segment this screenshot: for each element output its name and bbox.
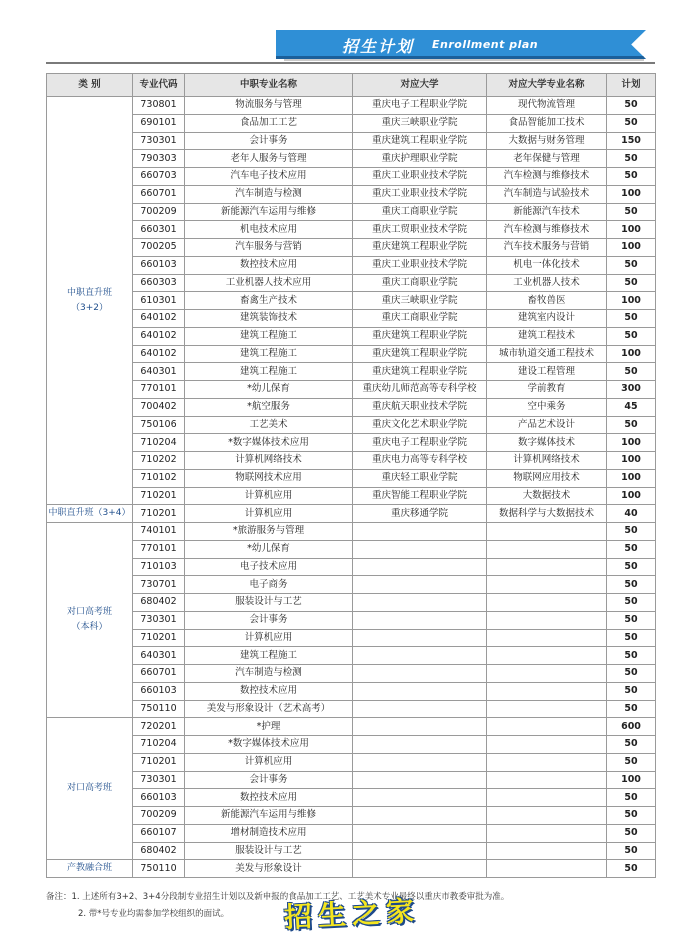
code-cell: 660103 [133, 789, 185, 807]
code-cell: 660107 [133, 824, 185, 842]
university-major-cell: 新能源汽车技术 [487, 203, 607, 221]
university-major-cell [487, 771, 607, 789]
table-row [47, 345, 656, 363]
code-cell: 730701 [133, 576, 185, 594]
major-cell: *航空服务 [185, 398, 353, 416]
table-row [47, 292, 656, 310]
major-cell: 物流服务与管理 [185, 97, 353, 115]
university-major-cell: 空中乘务 [487, 398, 607, 416]
major-cell: 计算机应用 [185, 629, 353, 647]
university-cell: 重庆电子工程职业学院 [353, 97, 487, 115]
table-row [47, 487, 656, 505]
university-major-cell [487, 523, 607, 541]
category-label: 对口高考班 [66, 607, 112, 618]
plan-cell: 50 [607, 310, 656, 328]
plan-cell: 50 [607, 860, 656, 878]
plan-cell: 50 [607, 523, 656, 541]
plan-cell: 50 [607, 700, 656, 718]
university-cell: 重庆工业职业技术学院 [353, 168, 487, 186]
plan-cell: 40 [607, 505, 656, 523]
plan-cell: 50 [607, 256, 656, 274]
university-major-cell [487, 682, 607, 700]
table-row [47, 469, 656, 487]
university-major-cell [487, 736, 607, 754]
university-cell: 重庆三峡职业学院 [353, 114, 487, 132]
plan-cell: 50 [607, 416, 656, 434]
plan-cell: 50 [607, 629, 656, 647]
university-major-cell: 产品艺术设计 [487, 416, 607, 434]
university-major-cell [487, 576, 607, 594]
code-cell: 710201 [133, 487, 185, 505]
category-label: 产教融合班 [66, 863, 112, 874]
university-major-cell: 机电一体化技术 [487, 256, 607, 274]
major-cell: 计算机网络技术 [185, 452, 353, 470]
category-label: （本科） [71, 622, 108, 633]
table-row [47, 363, 656, 381]
category-cell [47, 860, 133, 878]
category-cell [47, 97, 133, 505]
plan-cell: 50 [607, 203, 656, 221]
university-cell: 重庆工商职业学院 [353, 310, 487, 328]
university-major-cell [487, 700, 607, 718]
university-cell [353, 789, 487, 807]
code-cell: 750106 [133, 416, 185, 434]
university-cell [353, 576, 487, 594]
table-row [47, 753, 656, 771]
category-label: （3+2） [71, 302, 108, 313]
code-cell: 660103 [133, 256, 185, 274]
university-major-cell [487, 789, 607, 807]
major-cell: *数字媒体技术应用 [185, 736, 353, 754]
plan-cell: 50 [607, 736, 656, 754]
code-cell: 640301 [133, 363, 185, 381]
major-cell: *旅游服务与管理 [185, 523, 353, 541]
code-cell: 710201 [133, 753, 185, 771]
university-cell: 重庆轻工职业学院 [353, 469, 487, 487]
table-row [47, 523, 656, 541]
university-cell: 重庆智能工程职业学院 [353, 487, 487, 505]
university-cell: 重庆工贸职业技术学院 [353, 221, 487, 239]
university-cell [353, 611, 487, 629]
major-cell: 数控技术应用 [185, 682, 353, 700]
code-cell: 640301 [133, 647, 185, 665]
university-cell: 重庆幼儿师范高等专科学校 [353, 381, 487, 399]
plan-cell: 50 [607, 274, 656, 292]
code-cell: 750110 [133, 700, 185, 718]
code-cell: 720201 [133, 718, 185, 736]
university-cell [353, 629, 487, 647]
table-row [47, 611, 656, 629]
plan-cell: 300 [607, 381, 656, 399]
category-label: 中职直升班 [66, 287, 112, 298]
major-cell: 服装设计与工艺 [185, 594, 353, 612]
plan-cell: 50 [607, 168, 656, 186]
table-row [47, 824, 656, 842]
major-cell: 新能源汽车运用与维修 [185, 203, 353, 221]
table-row [47, 736, 656, 754]
table-row [47, 310, 656, 328]
university-cell [353, 753, 487, 771]
table-row [47, 540, 656, 558]
university-major-cell: 数据科学与大数据技术 [487, 505, 607, 523]
university-major-cell: 汽车制造与试验技术 [487, 185, 607, 203]
table-header-row [47, 74, 656, 97]
major-cell: 增材制造技术应用 [185, 824, 353, 842]
plan-cell: 100 [607, 221, 656, 239]
university-cell: 重庆文化艺术职业学院 [353, 416, 487, 434]
table-row [47, 807, 656, 825]
major-cell: 电子商务 [185, 576, 353, 594]
table-row [47, 700, 656, 718]
major-cell: 会计事务 [185, 611, 353, 629]
table-row [47, 150, 656, 168]
code-cell: 700209 [133, 807, 185, 825]
table-row [47, 221, 656, 239]
code-cell: 640102 [133, 345, 185, 363]
university-major-cell [487, 647, 607, 665]
university-major-cell: 大数据与财务管理 [487, 132, 607, 150]
university-major-cell: 城市轨道交通工程技术 [487, 345, 607, 363]
major-cell: 计算机应用 [185, 505, 353, 523]
code-cell: 660301 [133, 221, 185, 239]
enrollment-table [46, 73, 656, 878]
major-cell: 会计事务 [185, 132, 353, 150]
plan-cell: 100 [607, 469, 656, 487]
plan-cell: 50 [607, 363, 656, 381]
major-cell: 汽车电子技术应用 [185, 168, 353, 186]
plan-cell: 100 [607, 292, 656, 310]
major-cell: 电子技术应用 [185, 558, 353, 576]
table-row [47, 132, 656, 150]
university-major-cell: 建设工程管理 [487, 363, 607, 381]
table-row [47, 416, 656, 434]
code-cell: 750110 [133, 860, 185, 878]
table-row [47, 771, 656, 789]
plan-cell: 600 [607, 718, 656, 736]
university-major-cell [487, 842, 607, 860]
university-major-cell [487, 611, 607, 629]
code-cell: 660701 [133, 185, 185, 203]
page-subtitle: Enrollment plan [432, 38, 539, 51]
table-row [47, 789, 656, 807]
plan-cell: 50 [607, 540, 656, 558]
column-header-major: 中职专业名称 [185, 74, 353, 97]
university-major-cell [487, 807, 607, 825]
note-line-2: 2. 带*号专业均需参加学校组织的面试。 [78, 909, 230, 919]
major-cell: 新能源汽车运用与维修 [185, 807, 353, 825]
university-major-cell: 汽车技术服务与营销 [487, 239, 607, 257]
plan-cell: 50 [607, 807, 656, 825]
table-row [47, 97, 656, 115]
category-label: 中职直升班（3+4） [48, 508, 131, 519]
major-cell: 数控技术应用 [185, 789, 353, 807]
code-cell: 710102 [133, 469, 185, 487]
code-cell: 660103 [133, 682, 185, 700]
university-cell [353, 700, 487, 718]
university-major-cell: 现代物流管理 [487, 97, 607, 115]
table-row [47, 114, 656, 132]
code-cell: 680402 [133, 594, 185, 612]
university-cell [353, 718, 487, 736]
code-cell: 610301 [133, 292, 185, 310]
plan-cell: 50 [607, 789, 656, 807]
code-cell: 700402 [133, 398, 185, 416]
university-major-cell: 畜牧兽医 [487, 292, 607, 310]
plan-cell: 100 [607, 185, 656, 203]
code-cell: 710103 [133, 558, 185, 576]
code-cell: 700205 [133, 239, 185, 257]
table-row [47, 274, 656, 292]
code-cell: 710201 [133, 505, 185, 523]
category-cell [47, 718, 133, 860]
code-cell: 660303 [133, 274, 185, 292]
university-major-cell: 食品智能加工技术 [487, 114, 607, 132]
major-cell: 工艺美术 [185, 416, 353, 434]
table-row [47, 239, 656, 257]
university-cell: 重庆航天职业技术学院 [353, 398, 487, 416]
plan-cell: 50 [607, 682, 656, 700]
major-cell: *幼儿保育 [185, 381, 353, 399]
major-cell: 会计事务 [185, 771, 353, 789]
watermark-logo: 招生之家 [283, 894, 421, 935]
code-cell: 660701 [133, 665, 185, 683]
table-row [47, 558, 656, 576]
university-cell [353, 647, 487, 665]
code-cell: 660703 [133, 168, 185, 186]
university-cell [353, 824, 487, 842]
plan-cell: 45 [607, 398, 656, 416]
major-cell: 汽车制造与检测 [185, 185, 353, 203]
major-cell: 建筑工程施工 [185, 363, 353, 381]
table-row [47, 203, 656, 221]
code-cell: 640102 [133, 310, 185, 328]
code-cell: 710204 [133, 736, 185, 754]
major-cell: 机电技术应用 [185, 221, 353, 239]
university-cell: 重庆工商职业学院 [353, 203, 487, 221]
university-cell: 重庆电力高等专科学校 [353, 452, 487, 470]
plan-cell: 50 [607, 150, 656, 168]
plan-cell: 50 [607, 97, 656, 115]
university-major-cell: 学前教育 [487, 381, 607, 399]
plan-cell: 100 [607, 771, 656, 789]
university-major-cell: 工业机器人技术 [487, 274, 607, 292]
university-cell: 重庆建筑工程职业学院 [353, 327, 487, 345]
code-cell: 640102 [133, 327, 185, 345]
university-cell [353, 665, 487, 683]
code-cell: 730301 [133, 771, 185, 789]
table-row [47, 434, 656, 452]
university-major-cell: 数字媒体技术 [487, 434, 607, 452]
university-cell: 重庆护理职业学院 [353, 150, 487, 168]
plan-cell: 100 [607, 345, 656, 363]
plan-cell: 50 [607, 114, 656, 132]
university-cell [353, 682, 487, 700]
table-row [47, 505, 656, 523]
university-major-cell [487, 860, 607, 878]
major-cell: 美发与形象设计 [185, 860, 353, 878]
university-cell [353, 540, 487, 558]
code-cell: 700209 [133, 203, 185, 221]
university-cell: 重庆建筑工程职业学院 [353, 239, 487, 257]
plan-cell: 100 [607, 434, 656, 452]
major-cell: 食品加工工艺 [185, 114, 353, 132]
table-row [47, 381, 656, 399]
university-major-cell: 汽车检测与维修技术 [487, 221, 607, 239]
university-major-cell [487, 718, 607, 736]
university-cell [353, 523, 487, 541]
category-label: 对口高考班 [66, 783, 112, 794]
code-cell: 790303 [133, 150, 185, 168]
university-cell: 重庆工业职业技术学院 [353, 185, 487, 203]
university-cell: 重庆建筑工程职业学院 [353, 345, 487, 363]
plan-cell: 50 [607, 824, 656, 842]
category-cell [47, 523, 133, 718]
table-row [47, 647, 656, 665]
table-row [47, 718, 656, 736]
table-row [47, 168, 656, 186]
major-cell: *幼儿保育 [185, 540, 353, 558]
university-cell: 重庆工商职业学院 [353, 274, 487, 292]
code-cell: 680402 [133, 842, 185, 860]
university-major-cell: 大数据技术 [487, 487, 607, 505]
code-cell: 730801 [133, 97, 185, 115]
major-cell: 老年人服务与管理 [185, 150, 353, 168]
column-header-university-major: 对应大学专业名称 [487, 74, 607, 97]
plan-cell: 50 [607, 753, 656, 771]
code-cell: 770101 [133, 540, 185, 558]
major-cell: *护理 [185, 718, 353, 736]
university-cell [353, 771, 487, 789]
university-cell: 重庆工业职业技术学院 [353, 256, 487, 274]
page-title: 招生计划 [342, 37, 415, 56]
table-row [47, 629, 656, 647]
university-cell [353, 842, 487, 860]
major-cell: 汽车制造与检测 [185, 665, 353, 683]
column-header-university: 对应大学 [353, 74, 487, 97]
table-row [47, 576, 656, 594]
table-row [47, 185, 656, 203]
code-cell: 730301 [133, 611, 185, 629]
table-row [47, 256, 656, 274]
major-cell: 计算机应用 [185, 753, 353, 771]
column-header-category: 类 别 [47, 74, 133, 97]
major-cell: 建筑工程施工 [185, 327, 353, 345]
university-major-cell: 物联网应用技术 [487, 469, 607, 487]
table-row [47, 594, 656, 612]
code-cell: 740101 [133, 523, 185, 541]
table-row [47, 398, 656, 416]
plan-cell: 50 [607, 611, 656, 629]
table-row [47, 842, 656, 860]
university-major-cell: 老年保健与管理 [487, 150, 607, 168]
code-cell: 710204 [133, 434, 185, 452]
plan-cell: 50 [607, 576, 656, 594]
major-cell: 服装设计与工艺 [185, 842, 353, 860]
code-cell: 730301 [133, 132, 185, 150]
header-banner [0, 0, 700, 66]
major-cell: 美发与形象设计（艺术高考） [185, 700, 353, 718]
university-major-cell: 计算机网络技术 [487, 452, 607, 470]
plan-cell: 100 [607, 487, 656, 505]
university-cell [353, 860, 487, 878]
plan-cell: 50 [607, 558, 656, 576]
table-row [47, 327, 656, 345]
plan-cell: 50 [607, 665, 656, 683]
code-cell: 710201 [133, 629, 185, 647]
plan-cell: 100 [607, 452, 656, 470]
university-major-cell [487, 594, 607, 612]
plan-cell: 50 [607, 594, 656, 612]
university-major-cell: 汽车检测与维修技术 [487, 168, 607, 186]
major-cell: 建筑工程施工 [185, 647, 353, 665]
column-header-code: 专业代码 [133, 74, 185, 97]
table-row [47, 452, 656, 470]
university-cell: 重庆移通学院 [353, 505, 487, 523]
university-major-cell [487, 629, 607, 647]
major-cell: 畜禽生产技术 [185, 292, 353, 310]
major-cell: 数控技术应用 [185, 256, 353, 274]
plan-cell: 50 [607, 842, 656, 860]
code-cell: 710202 [133, 452, 185, 470]
university-major-cell: 建筑室内设计 [487, 310, 607, 328]
university-cell [353, 558, 487, 576]
university-major-cell [487, 540, 607, 558]
plan-cell: 50 [607, 327, 656, 345]
university-cell [353, 594, 487, 612]
major-cell: 汽车服务与营销 [185, 239, 353, 257]
major-cell: 物联网技术应用 [185, 469, 353, 487]
university-cell: 重庆建筑工程职业学院 [353, 363, 487, 381]
major-cell: 建筑工程施工 [185, 345, 353, 363]
category-cell [47, 505, 133, 523]
university-cell: 重庆电子工程职业学院 [353, 434, 487, 452]
code-cell: 690101 [133, 114, 185, 132]
major-cell: 计算机应用 [185, 487, 353, 505]
university-cell: 重庆建筑工程职业学院 [353, 132, 487, 150]
university-major-cell [487, 558, 607, 576]
code-cell: 770101 [133, 381, 185, 399]
university-cell: 重庆三峡职业学院 [353, 292, 487, 310]
table-row [47, 860, 656, 878]
note-line-1: 备注：1. 上述所有3+2、3+4分段制专业招生计划以及新申报的食品加工工艺、工艺美术专业最终以重庆市教委审批为准。 [46, 892, 510, 902]
university-cell [353, 736, 487, 754]
plan-cell: 150 [607, 132, 656, 150]
major-cell: *数字媒体技术应用 [185, 434, 353, 452]
major-cell: 工业机器人技术应用 [185, 274, 353, 292]
column-header-plan: 计划 [607, 74, 656, 97]
plan-cell: 100 [607, 239, 656, 257]
table-row [47, 682, 656, 700]
university-major-cell [487, 665, 607, 683]
university-major-cell [487, 753, 607, 771]
university-major-cell: 建筑工程技术 [487, 327, 607, 345]
university-cell [353, 807, 487, 825]
major-cell: 建筑装饰技术 [185, 310, 353, 328]
table-row [47, 665, 656, 683]
plan-cell: 50 [607, 647, 656, 665]
university-major-cell [487, 824, 607, 842]
header-rule [46, 62, 655, 64]
table-body [47, 97, 656, 878]
